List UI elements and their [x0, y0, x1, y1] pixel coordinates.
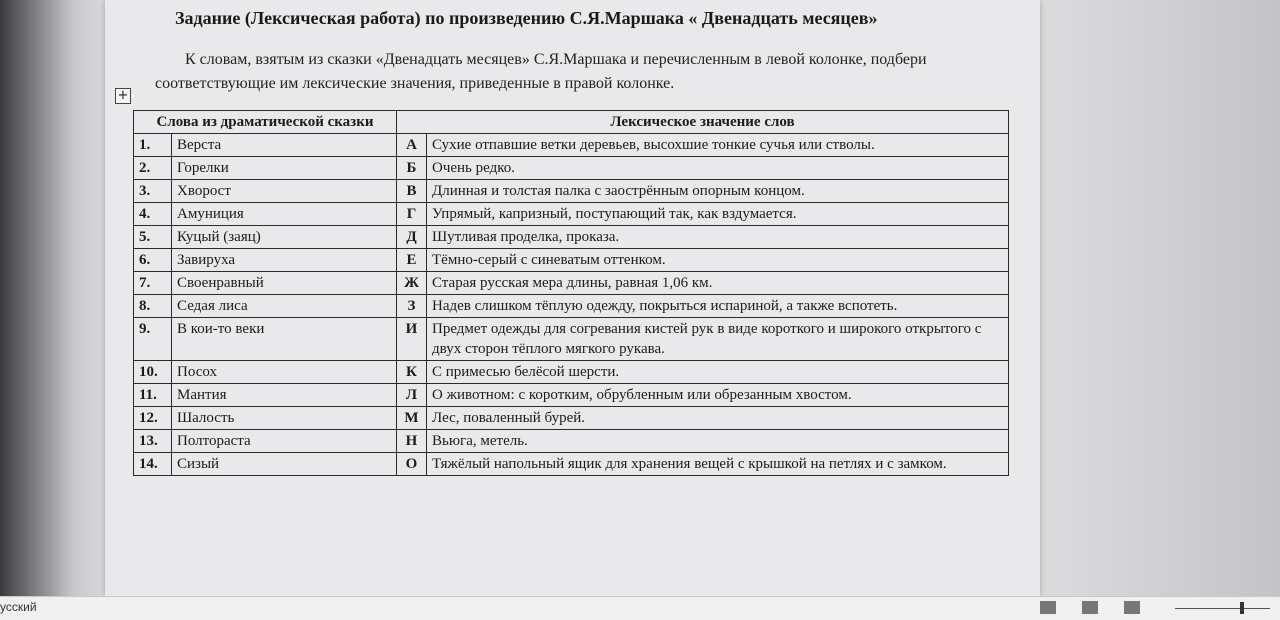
row-number: 12.: [134, 407, 172, 430]
row-word: Хворост: [172, 180, 397, 203]
row-number: 9.: [134, 318, 172, 361]
row-letter: А: [397, 134, 427, 157]
document-intro: К словам, взятым из сказки «Двенадцать месяцев» С.Я.Маршака и перечисленным в левой колонке, подбери соответствующие им лексические значения, приведенные в правой колонке.: [155, 51, 927, 92]
row-meaning: Сухие отпавшие ветки деревьев, высохшие тонкие сучья или стволы.: [427, 134, 1009, 157]
row-meaning: Лес, поваленный бурей.: [427, 407, 1009, 430]
row-letter: Н: [397, 430, 427, 453]
row-word: Сизый: [172, 453, 397, 476]
row-meaning: Вьюга, метель.: [427, 430, 1009, 453]
row-number: 1.: [134, 134, 172, 157]
row-word: Посох: [172, 361, 397, 384]
row-meaning: Тяжёлый напольный ящик для хранения вещей с крышкой на петлях и с замком.: [427, 453, 1009, 476]
row-letter: М: [397, 407, 427, 430]
row-number: 7.: [134, 272, 172, 295]
row-meaning: Шутливая проделка, проказа.: [427, 226, 1009, 249]
table-row: [134, 157, 1009, 180]
table-row: [134, 180, 1009, 203]
row-meaning: С примесью белёсой шерсти.: [427, 361, 1009, 384]
table-row: [134, 249, 1009, 272]
web-layout-icon[interactable]: [1124, 601, 1140, 614]
document-page: [105, 0, 1040, 596]
zoom-slider[interactable]: [1175, 608, 1270, 609]
language-indicator[interactable]: усский: [0, 600, 37, 614]
row-number: 3.: [134, 180, 172, 203]
read-mode-icon[interactable]: [1040, 601, 1056, 614]
row-letter: Б: [397, 157, 427, 180]
row-number: 11.: [134, 384, 172, 407]
row-word: Шалость: [172, 407, 397, 430]
row-number: 13.: [134, 430, 172, 453]
row-word: Амуниция: [172, 203, 397, 226]
row-number: 2.: [134, 157, 172, 180]
table-row: [134, 318, 1009, 361]
table-row: [134, 134, 1009, 157]
table-row: [134, 453, 1009, 476]
row-meaning: Тёмно-серый с синеватым оттенком.: [427, 249, 1009, 272]
row-letter: Г: [397, 203, 427, 226]
row-letter: В: [397, 180, 427, 203]
row-meaning: Упрямый, капризный, поступающий так, как вздумается.: [427, 203, 1009, 226]
row-meaning: О животном: с коротким, обрубленным или обрезанным хвостом.: [427, 384, 1009, 407]
print-layout-icon[interactable]: [1082, 601, 1098, 614]
table-row: [134, 226, 1009, 249]
row-word: Своенравный: [172, 272, 397, 295]
row-letter: Е: [397, 249, 427, 272]
view-buttons: [1040, 601, 1166, 617]
row-number: 5.: [134, 226, 172, 249]
table-row: [134, 407, 1009, 430]
row-meaning: Предмет одежды для согревания кистей рук в виде короткого и широкого открытого с двух сторон тёплого мягкого рукава.: [427, 318, 1009, 361]
table-row: [134, 384, 1009, 407]
table-row: [134, 203, 1009, 226]
row-letter: Ж: [397, 272, 427, 295]
header-words: Слова из драматической сказки: [134, 111, 397, 134]
row-number: 10.: [134, 361, 172, 384]
row-letter: Д: [397, 226, 427, 249]
row-letter: О: [397, 453, 427, 476]
row-letter: К: [397, 361, 427, 384]
header-meanings: Лексическое значение слов: [397, 111, 1009, 134]
row-number: 6.: [134, 249, 172, 272]
status-bar: [0, 596, 1280, 620]
document-title: Задание (Лексическая работа) по произведению С.Я.Маршака « Двенадцать месяцев»: [175, 8, 878, 28]
row-word: Седая лиса: [172, 295, 397, 318]
background-left: [0, 0, 105, 596]
table-move-handle-icon[interactable]: +: [115, 88, 131, 104]
table-row: [134, 430, 1009, 453]
vocabulary-table: [133, 110, 1009, 476]
row-word: Полтораста: [172, 430, 397, 453]
row-number: 8.: [134, 295, 172, 318]
row-meaning: Длинная и толстая палка с заострённым опорным концом.: [427, 180, 1009, 203]
row-word: Верста: [172, 134, 397, 157]
row-meaning: Надев слишком тёплую одежду, покрыться испариной, а также вспотеть.: [427, 295, 1009, 318]
row-meaning: Очень редко.: [427, 157, 1009, 180]
row-word: Горелки: [172, 157, 397, 180]
row-meaning: Старая русская мера длины, равная 1,06 км.: [427, 272, 1009, 295]
row-number: 4.: [134, 203, 172, 226]
table-row: [134, 295, 1009, 318]
row-word: Завируха: [172, 249, 397, 272]
row-word: Куцый (заяц): [172, 226, 397, 249]
table-header-row: [134, 111, 1009, 134]
background-right: [1040, 0, 1280, 596]
table-row: [134, 361, 1009, 384]
row-word: В кои-то веки: [172, 318, 397, 361]
table-row: [134, 272, 1009, 295]
row-word: Мантия: [172, 384, 397, 407]
row-letter: З: [397, 295, 427, 318]
row-letter: Л: [397, 384, 427, 407]
zoom-slider-thumb[interactable]: [1240, 602, 1244, 614]
row-number: 14.: [134, 453, 172, 476]
row-letter: И: [397, 318, 427, 361]
